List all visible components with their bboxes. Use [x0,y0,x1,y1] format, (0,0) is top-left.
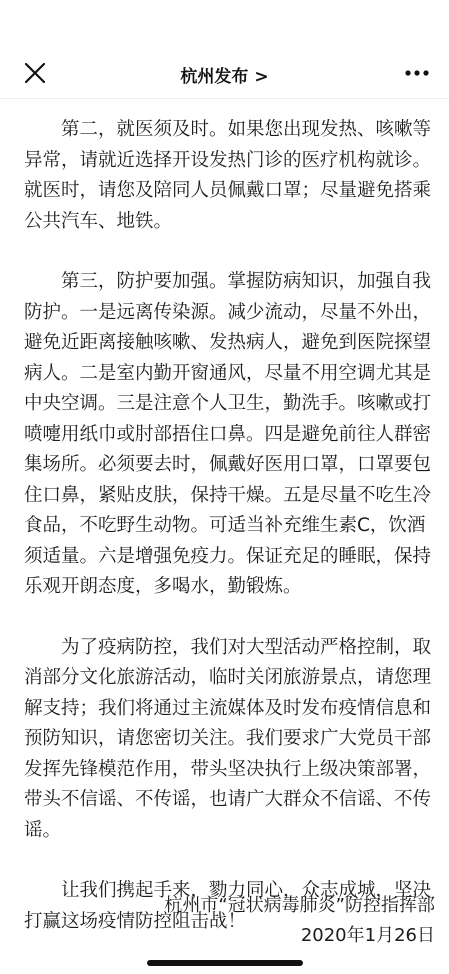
header-divider [0,98,449,99]
article-paragraph: 为了疫病防控，我们对大型活动严格控制，取消部分文化旅游活动，临时关闭旅游景点，请您理解支持；我们将通过主流媒体及时发布疫情信息和预防知识，请您密切关注。我们要求广大党员干部发挥先锋模范作用，带头坚决执行上级决策部署，带头不信谣、不传谣，也请广大群众不信谣、不传谣。 [24,636,432,841]
top-navigation-bar [0,0,449,98]
article-paragraph: 让我们携起手来，勠力同心，众志成城，坚决打赢这场疫情防控阻击战！ [24,880,432,932]
more-icon[interactable] [403,61,431,85]
article-body [24,115,436,967]
signature-organization: 杭州市“冠状病毒肺炎”防控指挥部 [164,895,435,916]
account-title[interactable]: 杭州发布 > [180,67,269,87]
signature-date: 2020年1月26日 [300,925,435,946]
home-indicator[interactable] [147,960,303,966]
article-paragraph: 第三，防护要加强。掌握防病知识，加强自我防护。一是远离传染源。减少流动，尽量不外出，避免近距离接触咳嗽、发热病人，避免到医院探望病人。二是室内勤开窗通风，尽量不用空调尤其是中央空调。三是注意个人卫生，勤洗手。咳嗽或打喷嚏用纸巾或肘部捂住口鼻。四是避免前往人群密集场所。必须要去时，佩戴好医用口罩，口罩要包住口鼻，紧贴皮肤，保持干燥。五是尽量不吃生冷食品，不吃野生动物。可适当补充维生素C，饮酒须适量。六是增强免疫力。保证充足的睡眠，保持乐观开朗态度，多喝水，勤锻炼。 [24,271,432,597]
article-paragraph: 第二，就医须及时。如果您出现发热、咳嗽等异常，请就近选择开设发热门诊的医疗机构就诊。就医时，请您及陪同人员佩戴口罩；尽量避免搭乘公共汽车、地铁。 [24,119,432,232]
